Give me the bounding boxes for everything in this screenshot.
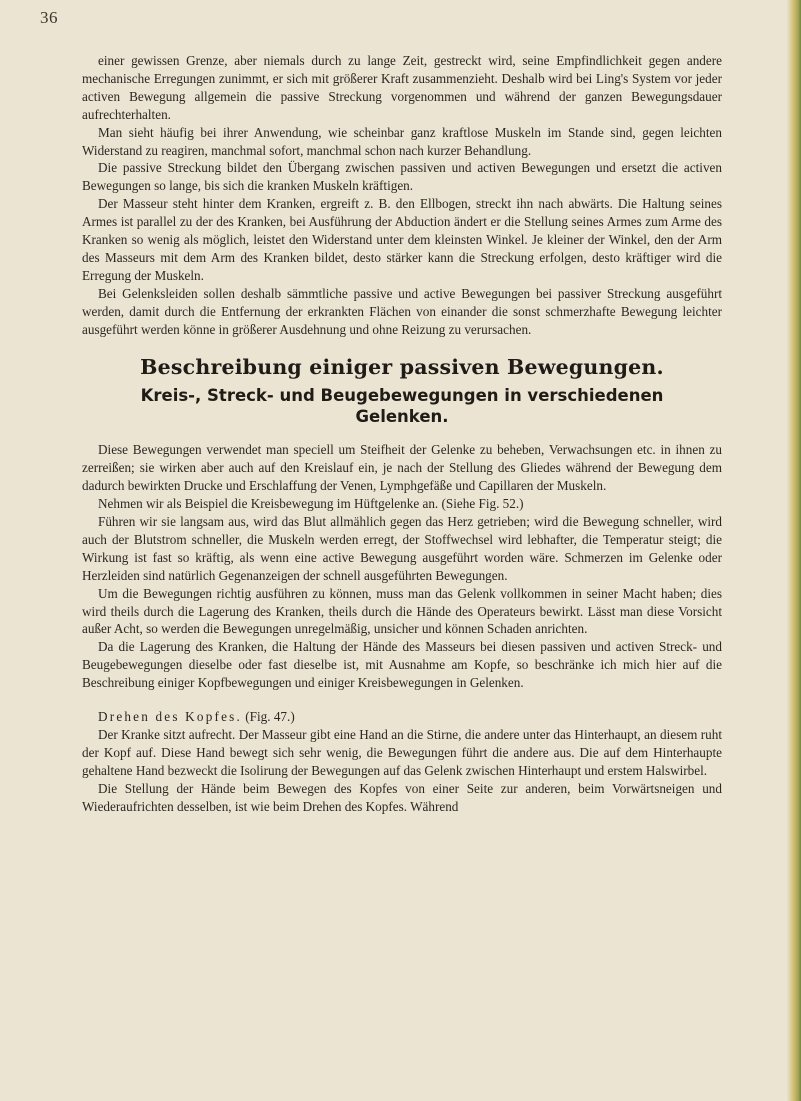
- figure-reference: (Fig. 47.): [245, 709, 295, 725]
- section-heading-line-1: Kreis-, Streck- und Beugebewegungen in verschiedenen: [140, 386, 664, 406]
- paragraph: Der Kranke sitzt aufrecht. Der Masseur gibt eine Hand an die Stirne, die andere unter das Hinterhaupt, an diesem ruht der Kopf auf. Diese Hand bewegt sich sehr wenig, die Bewegungen führt die andere aus. Die auf dem Hinterhaupte gehaltene Hand bezweckt die Isolirung der Bewegungen auf das Gelenk zwischen Hinterhaupt und erstem Halswirbel.: [82, 727, 722, 778]
- paragraph: Die passive Streckung bildet den Übergang zwischen passiven und activen Bewegungen und ersetzt die activen Bewegungen so lange, bis sich die kranken Muskeln kräftigen.: [82, 160, 722, 194]
- paragraph: Diese Bewegungen verwendet man speciell um Steifheit der Gelenke zu beheben, Verwachsungen etc. in ihnen zu zerreißen; sie wirken aber auch auf den Kreislauf ein, je nach der Stellung des Gliedes während der Bewegung dem dadurch bewirkten Drucke und Erschlaffung der Venen, Lymphgefäße und Capillaren der Muskeln.: [82, 442, 722, 494]
- paragraph: Da die Lagerung des Kranken, die Haltung der Hände des Masseurs bei diesen passiven und activen Streck- und Beugebewegungen dieselbe oder fast dieselbe ist, mit Ausnahme am Kopfe, so beschränke ich mich hier auf die Beschreibung einiger Kopfbewegungen und einiger Kreisbewegungen in Gelenken.: [82, 639, 722, 691]
- chapter-heading: Beschreibung einiger passiven Bewegungen.: [140, 354, 664, 379]
- paragraph: Man sieht häufig bei ihrer Anwendung, wie scheinbar ganz kraftlose Muskeln im Stande sind, gegen leichten Widerstand zu reagiren, manchmal sofort, manchmal schon nach kurzer Behandlung.: [82, 124, 722, 158]
- body-text: [82, 52, 722, 816]
- page-edge-shadow: [787, 0, 801, 1101]
- paragraph: Der Masseur steht hinter dem Kranken, ergreift z. B. den Ellbogen, streckt ihn nach abwärts. Die Haltung seines Armes ist parallel zu der des Kranken, bei Ausführung der Abduction ändert er die Stellung seines Armes zum Arme des Kranken so wenig als möglich, leistet den Widerstand unter dem kleinsten Winkel. Je kleiner der Winkel, den der Arm des Masseurs mit dem Arm des Kranken bildet, desto stärker kann die Streckung erfolgen, desto kräftiger wird die Erregung der Muskeln.: [82, 196, 722, 283]
- section-heading: [82, 385, 722, 427]
- page-number: 36: [40, 8, 58, 27]
- paragraph: Bei Gelenksleiden sollen deshalb sämmtliche passive und active Bewegungen bei passiver Streckung ausgeführt werden, damit durch die Entfernung der erkrankten Flächen von einander die sonst schmerzhafte Bewegung leichter ausgeführt werden könne in größerer Ausdehnung und ohne Reizung zu verursachen.: [82, 285, 722, 337]
- paragraph: Nehmen wir als Beispiel die Kreisbewegung im Hüftgelenke an. (Siehe Fig. 52.): [98, 496, 524, 512]
- subsection-title: [82, 708, 722, 726]
- section-heading-line-2: Gelenken.: [355, 407, 449, 427]
- paragraph: Führen wir sie langsam aus, wird das Blut allmählich gegen das Herz getrieben; wird die Bewegung schneller, wird auch der Blutstrom schneller, die Muskeln werden erregt, der Stoffwechsel wird lebhafter, die Temperatur steigt; die Wirkung ist fast so kräftig, als wenn eine active Bewegung ausgeführt worden wäre. Schmerzen im Gelenke oder Herzleiden sind natürlich Gegenanzeigen der schnell ausgeführten Bewegungen.: [82, 514, 722, 583]
- paragraph: Um die Bewegungen richtig ausführen zu können, muss man das Gelenk vollkommen in seiner Macht haben; dies wird theils durch die Lagerung des Kranken, theils durch die Hände des Operateurs bewirkt. Lässt man diese Vorsicht außer Acht, so werden die Bewegungen unregelmäßig, unsicher und können Schaden anrichten.: [82, 585, 722, 637]
- paragraph: Die Stellung der Hände beim Bewegen des Kopfes von einer Seite zur anderen, beim Vorwärtsneigen und Wiederaufrichten desselben, ist wie beim Drehen des Kopfes. Während: [82, 780, 722, 814]
- paragraph: einer gewissen Grenze, aber niemals durch zu lange Zeit, gestreckt wird, seine Empfindlichkeit gegen andere mechanische Erregungen zunimmt, er sich mit größerer Kraft zusammenzieht. Deshalb wird bei Ling's System vor jeder activen Bewegung allgemein die passive Streckung vorgenommen und während der ganzen Bewegungsdauer aufrechterhalten.: [82, 53, 722, 122]
- subsection-title-text: Drehen des Kopfes.: [98, 709, 242, 725]
